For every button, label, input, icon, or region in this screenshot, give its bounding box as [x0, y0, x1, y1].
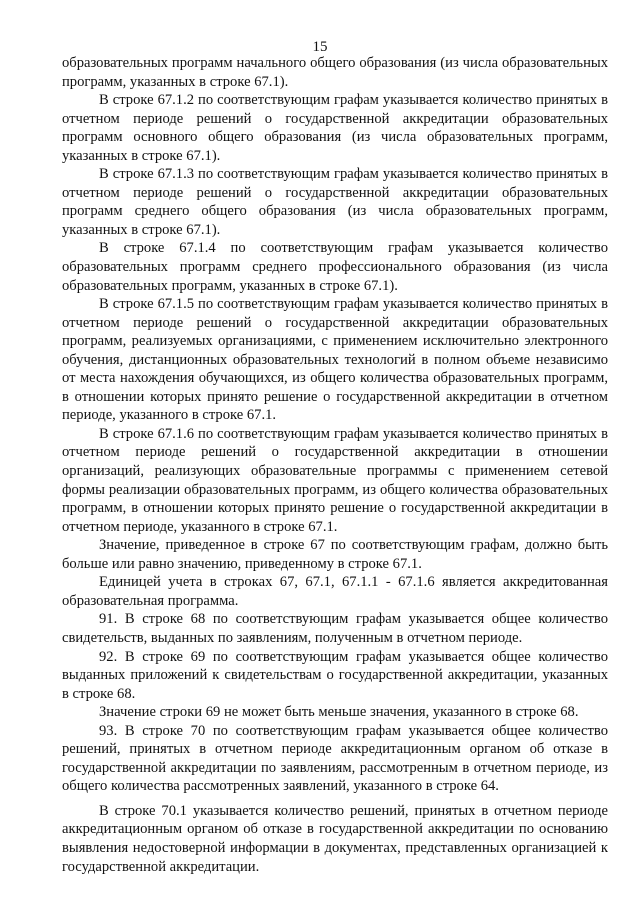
paragraph-line-67-1-6: В строке 67.1.6 по соответствующим графам указывается количество принятых в отчетном периоде решений о государственной аккредитации в отношении организаций, реализующих образовательные программы с применением сетевой формы реализации образовательных программ, из общего количества образовательных программ, в отношении которых принято решение о государственной аккредитации в отчетном периоде, указанного в строке 67.1.	[62, 425, 608, 535]
paragraph-continuation: образовательных программ начального общего образования (из числа образовательных программ, указанных в строке 67.1).	[62, 55, 608, 90]
paragraph-line-69-check: Значение строки 69 не может быть меньше значения, указанного в строке 68.	[99, 704, 579, 721]
paragraph-unit-of-account: Единицей учета в строках 67, 67.1, 67.1.1 - 67.1.6 является аккредитованная образовательная программа.	[62, 574, 608, 609]
page-number: 15	[312, 39, 328, 55]
paragraph-line-67-1-4: В строке 67.1.4 по соответствующим графам указывается количество образовательных программ среднего профессионального образования (из числа образовательных программ, указанных в строке 67.1).	[62, 240, 608, 294]
paragraph-item-92: 92. В строке 69 по соответствующим графам указывается общее количество выданных приложений к свидетельствам о государственной аккредитации, указанных в строке 68.	[62, 648, 608, 702]
paragraph-line-67-1-2: В строке 67.1.2 по соответствующим графам указывается количество принятых в отчетном периоде решений о государственной аккредитации образовательных программ основного общего образования (из числа образовательных программ, указанных в строке 67.1).	[62, 92, 608, 164]
paragraph-item-93: 93. В строке 70 по соответствующим графам указывается общее количество решений, принятых в отчетном периоде аккредитационным органом об отказе в государственной аккредитации по заявлениям, рассмотренным в отчетном периоде, из общего количества рассмотренных заявлений, указанного в строке 64.	[62, 722, 608, 795]
paragraph-line-70-1: В строке 70.1 указывается количество решений, принятых в отчетном периоде аккредитационным органом об отказе в государственной аккредитации по основанию выявления недостоверной информации в документах, представленных организацией к государственной аккредитации.	[62, 802, 608, 875]
paragraph-line-67-1-3: В строке 67.1.3 по соответствующим графам указывается количество принятых в отчетном периоде решений о государственной аккредитации образовательных программ среднего общего образования (из числа образовательных программ, указанных в строке 67.1).	[62, 166, 608, 238]
paragraph-line-67-1-5: В строке 67.1.5 по соответствующим графам указывается количество принятых в отчетном периоде решений о государственной аккредитации образовательных программ, реализуемых организациями, с применением исключительно электронного обучения, дистанционных образовательных технологий в полном объеме независимо от места нахождения обучающихся, из общего количества образовательных программ, в отношении которых принято решение о государственной аккредитации в отчетном периоде, указанного в строке 67.1.	[62, 296, 608, 424]
paragraph-item-91: 91. В строке 68 по соответствующим графам указывается общее количество свидетельств, выданных по заявлениям, полученным в отчетном периоде.	[62, 611, 608, 646]
paragraph-line-67-check: Значение, приведенное в строке 67 по соответствующим графам, должно быть больше или равно значению, приведенному в строке 67.1.	[62, 537, 608, 572]
document-body	[62, 54, 608, 876]
